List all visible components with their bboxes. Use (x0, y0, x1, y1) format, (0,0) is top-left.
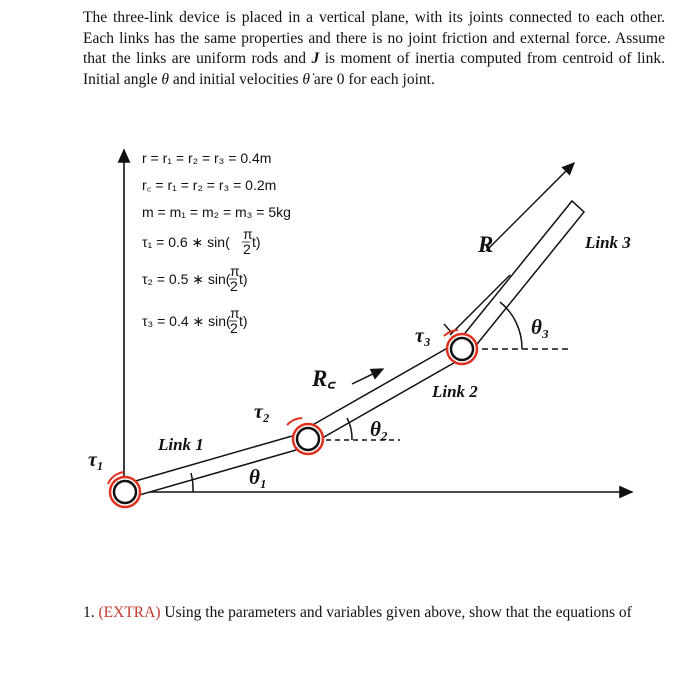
Rc-dimension-arrow (352, 369, 383, 384)
svg-text:π: π (230, 263, 240, 279)
param-tau3 (142, 305, 248, 336)
link-3 (457, 201, 584, 354)
svg-text:t): t) (239, 313, 248, 329)
svg-text:2: 2 (230, 278, 238, 294)
link-1 (125, 432, 310, 498)
label-R: R (478, 232, 494, 257)
intro-text-1: The three-link device is placed in a vertical plane, with its joints connected to each other. Each links has the same properties and there is no joint friction and external force. Assume that the links are uniform rods and (83, 9, 665, 67)
svg-text:τ₂ = 0.5 ∗ sin(: τ₂ = 0.5 ∗ sin( (142, 271, 231, 287)
joint-1 (110, 477, 140, 507)
label-theta3: θ₃ (531, 315, 550, 339)
tau2-torque-arrow (287, 418, 302, 425)
param-r: r = r₁ = r₂ = r₃ = 0.4m (142, 150, 272, 166)
intro-text-3: and initial velocities (168, 70, 303, 88)
intro-text-2: is moment of inertia computed from centroid of link. Initial angle (83, 50, 665, 88)
label-theta2: θ₂ (370, 417, 389, 441)
label-tau3: τ₃ (415, 325, 431, 347)
svg-text:π: π (230, 305, 240, 321)
svg-text:τ₃ = 0.4 ∗ sin(: τ₃ = 0.4 ∗ sin( (142, 313, 231, 329)
label-link3: Link 3 (585, 233, 631, 252)
svg-text:π: π (243, 226, 253, 242)
joint-2 (293, 424, 323, 454)
question-1 (83, 604, 683, 622)
param-tau2 (142, 263, 248, 294)
label-tau1: τ₁ (88, 449, 104, 471)
param-rc: r꜀ = r₁ = r₂ = r₃ = 0.2m (142, 177, 277, 193)
svg-text:t): t) (239, 271, 248, 287)
intro-text-4: are (310, 70, 337, 88)
label-tau2: τ₂ (254, 401, 270, 423)
label-link1: Link 1 (158, 435, 204, 454)
label-Rc: R꜀ (312, 366, 336, 391)
question-number: 1. (83, 604, 95, 621)
symbol-J: J (311, 50, 320, 67)
param-m: m = m₁ = m₂ = m₃ = 5kg (142, 204, 291, 220)
question-tag: (EXTRA) (98, 604, 161, 621)
intro-text-5: for each joint. (344, 70, 435, 88)
svg-text:τ₁ = 0.6 ∗ sin(: τ₁ = 0.6 ∗ sin( (142, 234, 230, 250)
label-link2: Link 2 (432, 382, 478, 401)
label-theta1: θ₁ (249, 465, 268, 489)
symbol-theta-dot: θ̇ (302, 70, 311, 88)
symbol-zero: 0 (336, 70, 345, 88)
svg-text:2: 2 (230, 320, 238, 336)
symbol-theta: θ (161, 70, 169, 88)
param-tau1 (142, 226, 261, 257)
svg-text:t): t) (252, 234, 261, 250)
question-text: Using the parameters and variables given above, show that the equations of (160, 604, 632, 621)
joint-3 (447, 334, 477, 364)
svg-text:2: 2 (243, 241, 251, 257)
